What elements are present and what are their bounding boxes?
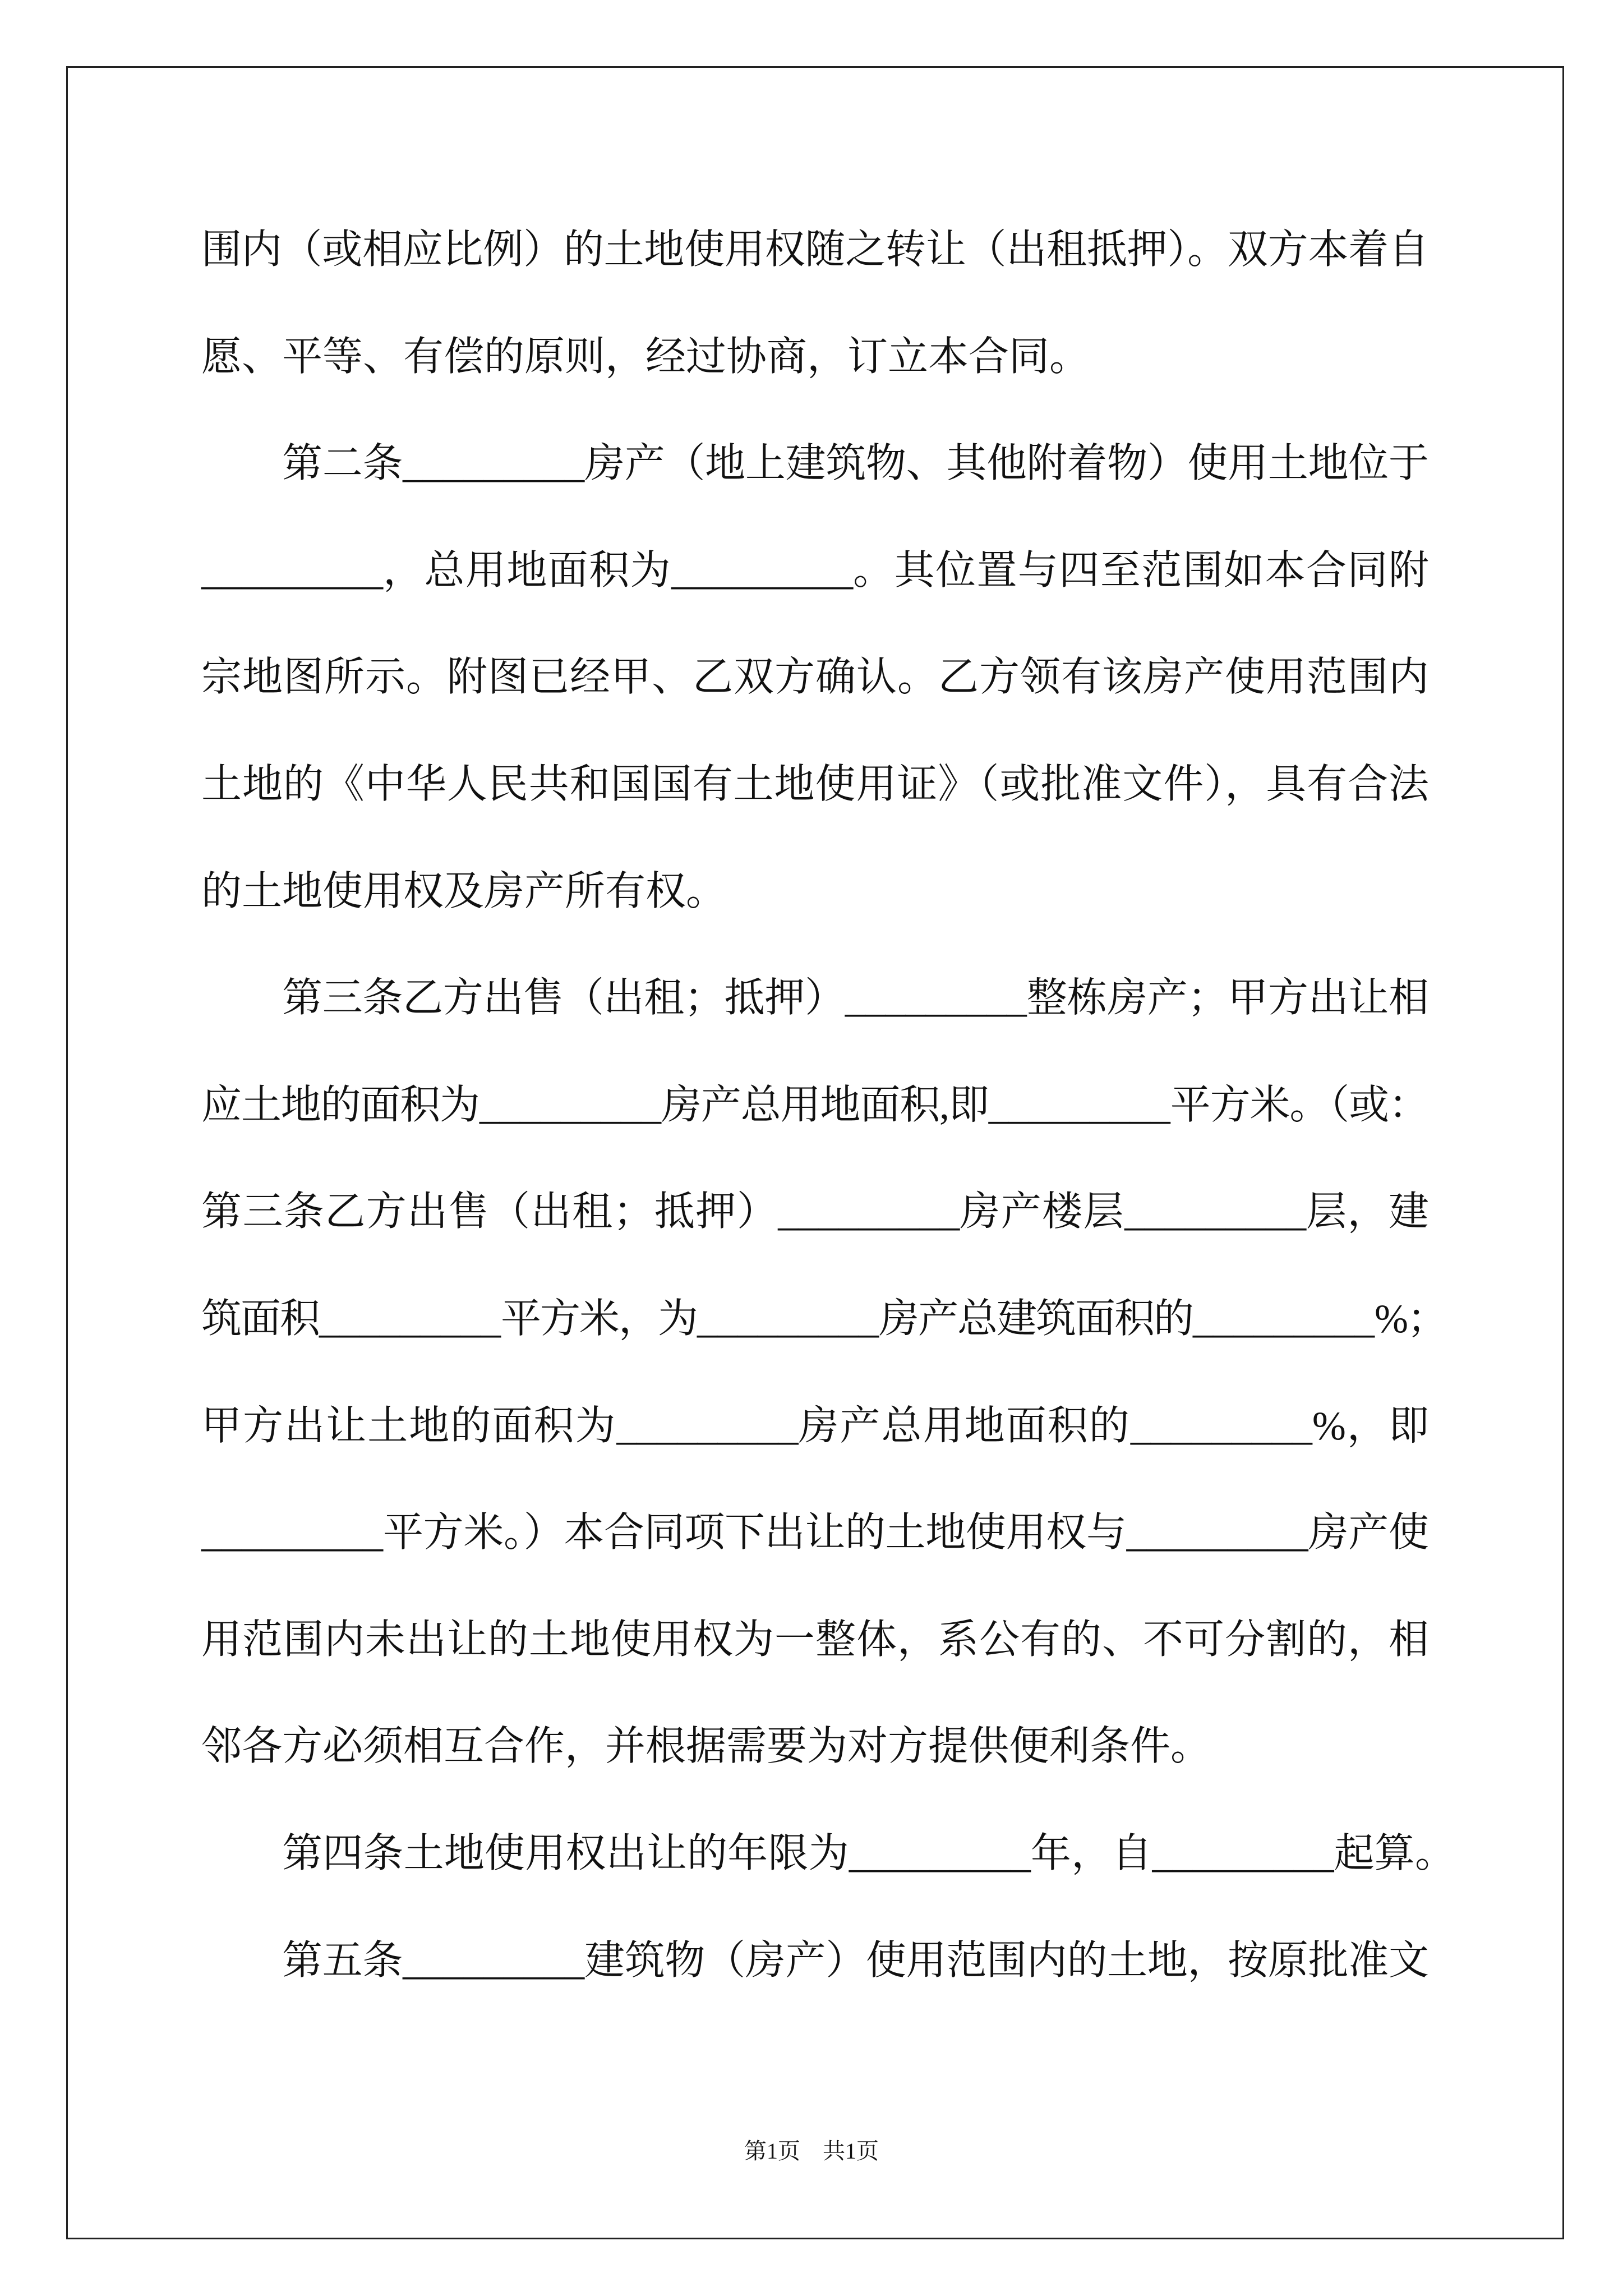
fill-in-blank: _________ — [616, 1403, 799, 1448]
text-segment: 用范围内未出让的土地使用权为一整体，系公有的、不可分割的，相 — [201, 1617, 1430, 1662]
body-line — [201, 303, 1429, 411]
line-text — [201, 1510, 1429, 1555]
text-segment: 第三条乙方出售（出租；抵押） — [201, 1189, 778, 1235]
line-text — [282, 976, 1429, 1020]
line-text — [201, 655, 1430, 700]
body-line — [201, 838, 1429, 945]
text-segment: 宗地图所示。附图已经甲、乙双方确认。乙方领有该房产使用范围内 — [201, 655, 1430, 700]
fill-in-blank: _________ — [697, 1296, 879, 1341]
body-line — [201, 1586, 1429, 1694]
text-segment: 房产总建筑面积的 — [879, 1296, 1193, 1341]
text-segment: 房产楼层 — [960, 1189, 1125, 1235]
body-line — [201, 1800, 1455, 1907]
line-text — [201, 869, 726, 914]
text-segment: 房产（地上建筑物、其他附着物）使用土地位于 — [584, 441, 1429, 486]
text-segment: 房产总用地面积的 — [798, 1403, 1131, 1448]
line-text — [282, 441, 1429, 486]
body-line — [201, 1158, 1429, 1266]
text-segment: 平方米。（或： — [1170, 1082, 1428, 1128]
line-text — [282, 1831, 1455, 1876]
fill-in-blank: _________ — [403, 1938, 585, 1983]
text-segment: 第四条土地使用权出让的年限为 — [282, 1830, 849, 1876]
body-line — [201, 517, 1429, 624]
body-line — [201, 1907, 1429, 2014]
text-segment: 甲方出让土地的面积为 — [201, 1403, 617, 1448]
text-segment: %； — [1375, 1296, 1446, 1341]
body-line — [201, 410, 1429, 517]
text-segment: 土地的《中华人民共和国国有土地使用证》（或批准文件），具有合法 — [201, 761, 1430, 807]
text-segment: 第二条 — [282, 441, 403, 486]
line-text — [201, 762, 1430, 807]
line-text — [201, 1296, 1446, 1341]
text-segment: 围内（或相应比例）的土地使用权随之转让（出租抵押）。双方本着自 — [201, 227, 1429, 272]
fill-in-blank: _________ — [1152, 1830, 1334, 1876]
fill-in-blank: _________ — [201, 1510, 383, 1556]
body-line — [201, 731, 1429, 838]
line-text — [201, 1724, 1211, 1769]
body-line — [201, 945, 1429, 1052]
body-line — [201, 1373, 1429, 1480]
body-line — [201, 196, 1429, 303]
fill-in-blank: _________ — [671, 547, 854, 593]
document-body — [201, 196, 1456, 2014]
text-segment: 起算。 — [1334, 1830, 1456, 1876]
text-segment: 筑面积 — [201, 1296, 319, 1341]
text-segment: 整栋房产；甲方出让相 — [1026, 976, 1429, 1021]
body-line — [201, 1479, 1429, 1586]
text-segment: %，即 — [1312, 1403, 1431, 1448]
line-text — [201, 1083, 1428, 1128]
text-segment: 年，自 — [1030, 1830, 1152, 1876]
text-segment: 第三条乙方出售（出租；抵押） — [282, 976, 845, 1021]
fill-in-blank: _________ — [849, 1830, 1031, 1876]
text-segment: 层，建 — [1306, 1189, 1430, 1235]
fill-in-blank: _________ — [1126, 1510, 1308, 1556]
fill-in-blank: _________ — [201, 547, 383, 593]
fill-in-blank: _________ — [403, 441, 585, 486]
fill-in-blank: _________ — [778, 1189, 960, 1235]
line-text — [201, 1189, 1430, 1234]
text-segment: 平方米。）本合同项下出让的土地使用权与 — [383, 1510, 1127, 1556]
line-text — [201, 548, 1430, 593]
fill-in-blank: _________ — [1193, 1296, 1375, 1341]
body-line — [201, 1693, 1429, 1800]
text-segment: 。其位置与四至范围如本合同附 — [853, 547, 1430, 593]
fill-in-blank: _________ — [479, 1082, 662, 1128]
text-segment: 邻各方必须相互合作，并根据需要为对方提供便利条件。 — [201, 1724, 1211, 1769]
line-text — [201, 334, 1090, 379]
text-segment: 应土地的面积为 — [201, 1082, 480, 1128]
line-text — [201, 1404, 1430, 1448]
fill-in-blank: _________ — [319, 1296, 501, 1341]
line-text — [282, 1938, 1429, 1983]
text-segment: 平方米，为 — [501, 1296, 697, 1341]
body-line — [201, 1266, 1447, 1373]
text-segment: 第五条 — [282, 1938, 403, 1983]
body-line — [201, 624, 1429, 731]
fill-in-blank: _________ — [988, 1082, 1170, 1128]
text-segment: 房产使 — [1308, 1510, 1429, 1556]
line-text — [201, 1617, 1430, 1662]
text-segment: ，总用地面积为 — [383, 547, 672, 593]
fill-in-blank: _________ — [1130, 1403, 1312, 1448]
text-segment: 愿、平等、有偿的原则，经过协商，订立本合同。 — [201, 334, 1090, 379]
text-segment: 建筑物（房产）使用范围内的土地，按原批准文 — [584, 1938, 1429, 1983]
page-footer: 第1页 共1页 — [744, 2138, 879, 2164]
text-segment: 的土地使用权及房产所有权。 — [201, 868, 727, 914]
line-text — [201, 227, 1429, 272]
fill-in-blank: _________ — [845, 976, 1027, 1021]
fill-in-blank: _________ — [1124, 1189, 1307, 1235]
body-line — [201, 1052, 1429, 1159]
text-segment: 房产总用地面积,即 — [661, 1082, 989, 1128]
